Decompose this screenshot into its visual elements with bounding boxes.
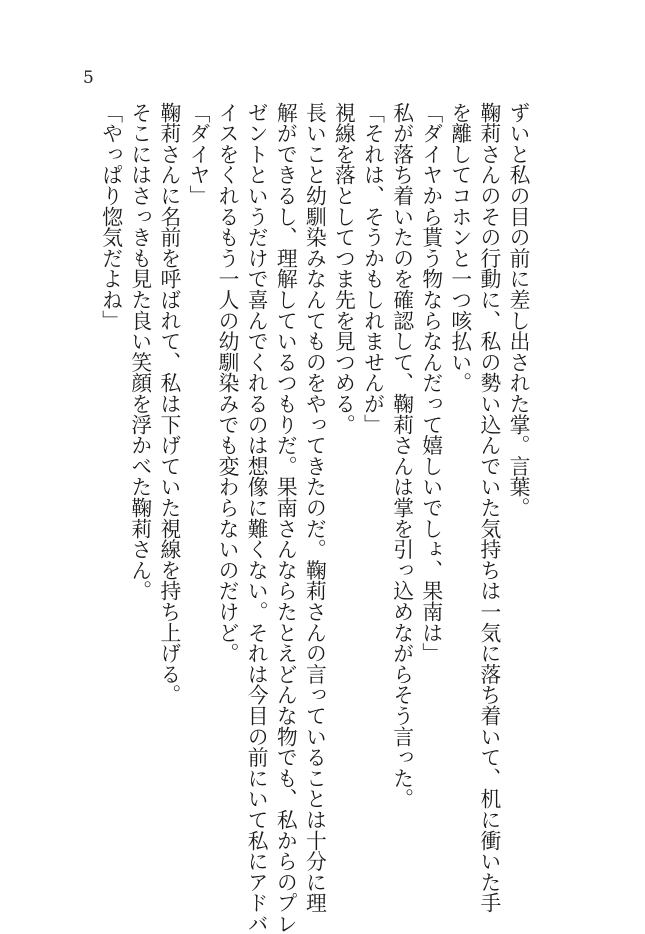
- text-line: 長いこと幼馴染みなんてものをやってきたのだ。鞠莉さんの言っていることは十分に理: [302, 102, 327, 914]
- text-line: を離してコホンと一つ咳払い。: [447, 102, 472, 394]
- text-line: 視線を落としてつま先を見つめる。: [331, 102, 356, 435]
- text-line: 解ができるし、理解しているつもりだ。果南さんならたとえどんな物でも、私からのプレ: [273, 102, 298, 934]
- text-line: 「それは、そうかもしれませんが」: [360, 102, 385, 435]
- text-line: 「やっぱり惚気だよね」: [98, 102, 123, 331]
- text-line: そこにはさっきも見た良い笑顔を浮かべた鞠莉さん。: [127, 102, 152, 602]
- text-line: 鞠莉さんのその行動に、私の勢い込んでいた気持ちは一気に落ち着いて、机に衝いた手: [476, 102, 501, 914]
- text-line: 「ダイヤから貰う物ならなんだって嬉しいでしょ、果南は」: [418, 102, 443, 664]
- text-line: 私が落ち着いたのを確認して、鞠莉さんは掌を引っ込めながらそう言った。: [389, 102, 414, 810]
- text-line: 「ダイヤ」: [185, 102, 210, 206]
- text-line: ゼントというだけで喜んでくれるのは想像に難くない。それは今目の前にいて私にアドバ: [244, 102, 269, 934]
- page-number: 5: [83, 68, 94, 88]
- text-line: 鞠莉さんに名前を呼ばれて、私は下げていた視線を持ち上げる。: [156, 102, 181, 706]
- text-line: イスをくれるもう一人の幼馴染みでも変わらないのだけど。: [215, 102, 240, 664]
- vertical-text-body: [96, 102, 532, 934]
- text-line: ずいと私の目の前に差し出された掌。言葉。: [506, 102, 530, 518]
